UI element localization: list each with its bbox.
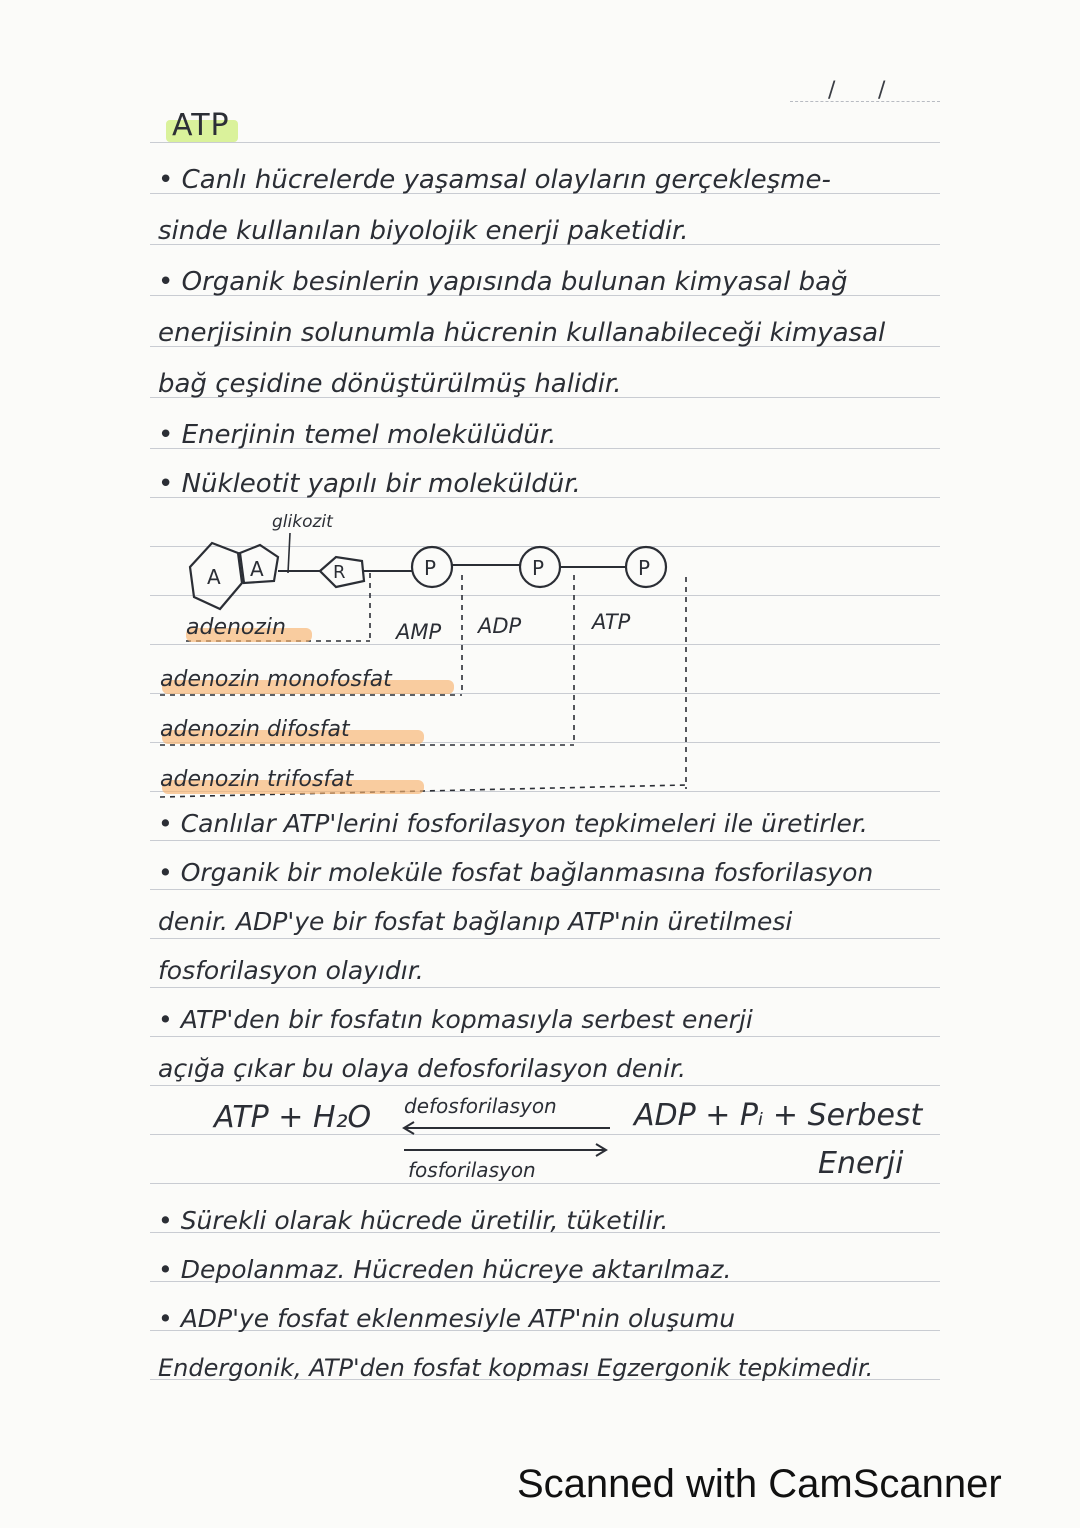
glycoside-label: glikozit xyxy=(272,512,333,532)
base-ring-1-label: A xyxy=(207,565,221,589)
rule xyxy=(150,840,940,841)
equation-right: ADP + Pᵢ + Serbest xyxy=(634,1098,923,1133)
note-line: Endergonik, ATP'den fosfat kopması Egzergonik tepkimedir. xyxy=(158,1354,874,1382)
note-line: açığa çıkar bu olaya defosforilasyon denir. xyxy=(158,1054,686,1083)
note-line: • Depolanmaz. Hücreden hücreye aktarılmaz. xyxy=(158,1255,732,1284)
rule xyxy=(150,889,940,890)
rule xyxy=(150,987,940,988)
camscanner-watermark: Scanned with CamScanner xyxy=(517,1462,1002,1506)
note-line: • Canlı hücrelerde yaşamsal olayların gerçekleşme- xyxy=(158,165,831,195)
adp-label: ADP xyxy=(478,614,522,638)
note-line: sinde kullanılan biyolojik enerji paketidir. xyxy=(158,216,689,246)
date-underline xyxy=(790,101,940,102)
atp-diagram-svg xyxy=(150,505,710,805)
note-line: • Organik bir moleküle fosfat bağlanmasına fosforilasyon xyxy=(158,858,874,887)
rule xyxy=(150,938,940,939)
note-line: fosforilasyon olayıdır. xyxy=(158,956,424,985)
rule xyxy=(150,1036,940,1037)
date-separator: / xyxy=(878,78,886,103)
date-separator: / xyxy=(828,78,836,103)
note-line: • Enerjinin temel molekülüdür. xyxy=(158,420,557,450)
trifosfat-label: adenozin trifosfat xyxy=(160,767,354,792)
equation-bottom-label: fosforilasyon xyxy=(408,1158,536,1182)
equation-left: ATP + H₂O xyxy=(214,1100,372,1135)
adenozin-label: adenozin xyxy=(186,615,286,640)
amp-label: AMP xyxy=(396,620,442,644)
note-line: • Organik besinlerin yapısında bulunan kimyasal bağ xyxy=(158,267,848,297)
note-line: • ATP'den bir fosfatın kopmasıyla serbest enerji xyxy=(158,1005,753,1034)
glycoside-pointer xyxy=(288,533,290,573)
atp-label: ATP xyxy=(592,610,631,634)
monofosfat-label: adenozin monofosfat xyxy=(160,667,392,692)
phosphate-1-label: P xyxy=(424,556,437,580)
date-field xyxy=(790,80,940,104)
note-line: enerjisinin solunumla hücrenin kullanabileceği kimyasal xyxy=(158,318,886,348)
rule xyxy=(150,1183,940,1184)
sugar-label: R xyxy=(333,562,346,583)
note-line: denir. ADP'ye bir fosfat bağlanıp ATP'nin üretilmesi xyxy=(158,907,793,936)
note-line: • ADP'ye fosfat eklenmesiyle ATP'nin oluşumu xyxy=(158,1304,736,1333)
equation-top-label: defosforilasyon xyxy=(404,1094,557,1118)
note-line: bağ çeşidine dönüştürülmüş halidir. xyxy=(158,369,622,399)
phosphate-3-label: P xyxy=(638,556,651,580)
rule xyxy=(150,1085,940,1086)
note-line: • Nükleotit yapılı bir moleküldür. xyxy=(158,469,581,499)
phosphate-2-label: P xyxy=(532,556,545,580)
reversible-arrows xyxy=(398,1120,618,1160)
base-ring-2-label: A xyxy=(250,557,264,581)
title-text: ATP xyxy=(172,108,230,143)
page-title xyxy=(172,108,230,143)
equation-right-line2: Enerji xyxy=(818,1146,904,1181)
rule xyxy=(150,142,940,143)
note-line: • Sürekli olarak hücrede üretilir, tüketilir. xyxy=(158,1206,669,1235)
note-line: • Canlılar ATP'lerini fosforilasyon tepkimeleri ile üretirler. xyxy=(158,809,868,838)
difosfat-label: adenozin difosfat xyxy=(160,717,350,742)
